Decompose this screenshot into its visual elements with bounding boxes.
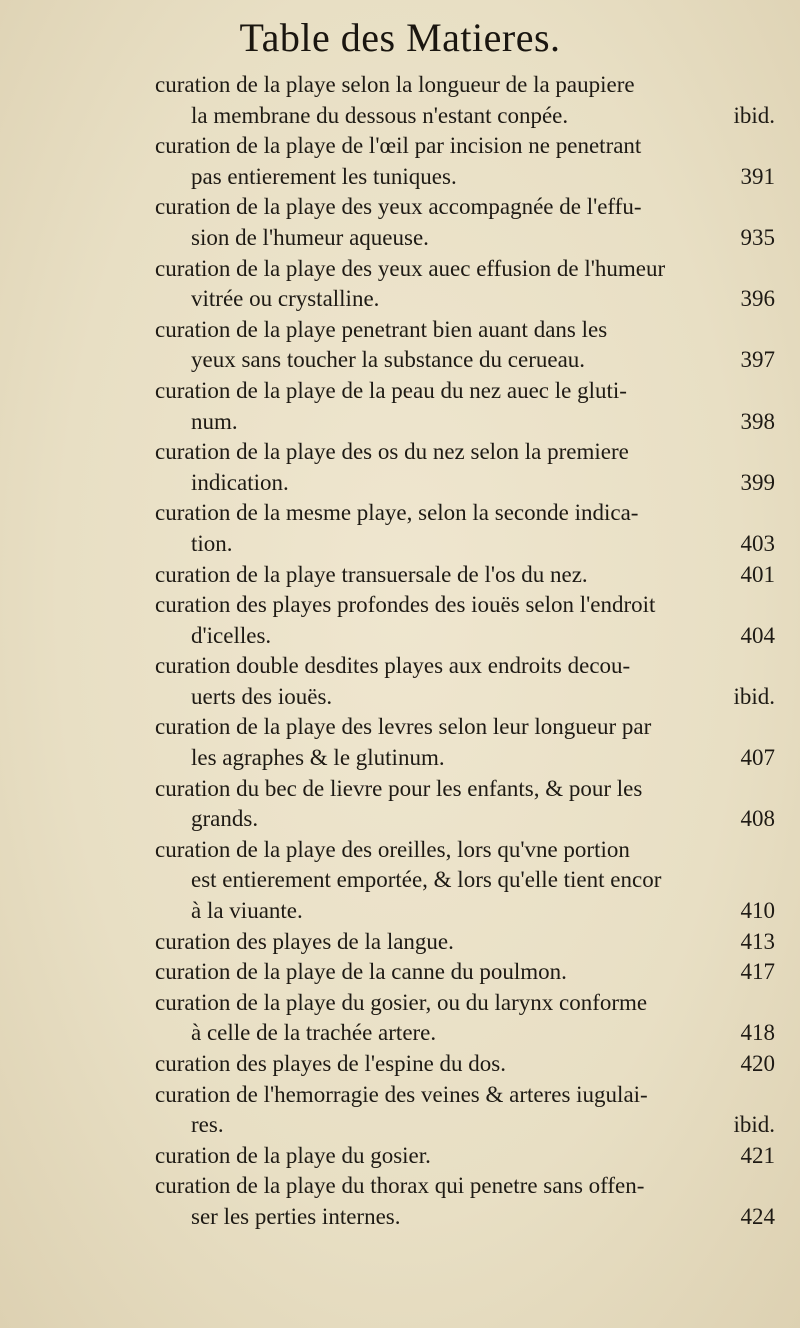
entry-first-line (155, 315, 775, 346)
entry-continuation-line (155, 804, 775, 835)
entry-page-number: 424 (740, 1203, 775, 1229)
entry-first-line (155, 651, 775, 682)
entry-text: curation des playes de l'espine du dos. (155, 1051, 506, 1076)
entry-first-line (155, 437, 775, 468)
index-entry (155, 1171, 775, 1232)
entry-text: curation de la playe des yeux auec effusion de l'humeur (155, 255, 666, 281)
entry-text: ser les perties internes. (191, 1203, 401, 1229)
entry-text: est entierement emportée, & lors qu'elle tient encor (191, 867, 662, 893)
entry-text: curation du bec de lievre pour les enfants, & pour les (155, 775, 643, 801)
entry-text: les agraphes & le glutinum. (191, 745, 445, 771)
entry-text: pas entierement les tuniques. (191, 163, 457, 189)
entry-text: d'icelles. (191, 622, 272, 648)
entry-text: à celle de la trachée artere. (191, 1020, 437, 1046)
index-entry (155, 712, 775, 773)
index-entry (155, 651, 775, 712)
entry-first-line (155, 835, 775, 866)
page-title: Table des Matieres. (239, 15, 561, 60)
index-entry (155, 835, 775, 927)
entry-page-number: 407 (740, 745, 775, 771)
index-entry (155, 192, 775, 253)
entry-text: sion de l'humeur aqueuse. (191, 224, 429, 250)
entry-text: grands. (191, 806, 259, 832)
entry-continuation-line (155, 529, 775, 560)
entry-first-line (155, 988, 775, 1019)
entry-text: uerts des iouës. (191, 683, 333, 709)
entry-text: curation de la playe des os du nez selon la premiere (155, 439, 629, 465)
entry-page-number: 403 (740, 530, 775, 556)
entry-page-number: 408 (740, 806, 775, 832)
entry-text: curation de la playe de l'œil par incision ne penetrant (155, 133, 642, 159)
entry-page-number: 418 (740, 1020, 775, 1046)
entry-first-line (155, 927, 775, 958)
entry-text: num. (191, 408, 238, 434)
entry-continuation-line (155, 682, 775, 713)
entry-text: curation des playes profondes des iouës selon l'endroit (155, 592, 656, 618)
entry-first-line (155, 1049, 775, 1080)
entry-text: curation de la playe des yeux accompagnée de l'effu- (155, 194, 642, 220)
index-entry (155, 988, 775, 1049)
entry-text: curation de la playe du thorax qui penetre sans offen- (155, 1173, 645, 1199)
entry-text: curation double desdites playes aux endroits decou- (155, 653, 631, 679)
entry-text: curation de la playe de la peau du nez auec le gluti- (155, 377, 627, 403)
index-entry (155, 437, 775, 498)
entry-text: yeux sans toucher la substance du cerueau. (191, 347, 586, 373)
index-entry (155, 131, 775, 192)
index-entry (155, 1080, 775, 1141)
entry-first-line (155, 1141, 775, 1172)
entry-page-number: 391 (740, 163, 775, 189)
entry-page-number: 413 (740, 928, 775, 954)
entry-continuation-line (155, 1018, 775, 1049)
entry-continuation-line (155, 896, 775, 927)
entry-page-number: ibid. (733, 102, 775, 128)
entry-text: curation de la playe de la canne du poulmon. (155, 959, 567, 985)
entry-first-line (155, 560, 775, 591)
entry-text: curation de la playe selon la longueur de la paupiere (155, 72, 635, 97)
index-entry (155, 957, 775, 988)
entry-text: à la viuante. (191, 898, 303, 924)
entry-continuation-line (155, 101, 775, 132)
entry-continuation-line (155, 1202, 775, 1233)
entry-first-line (155, 957, 775, 988)
index-entry (155, 70, 775, 131)
entry-page-number: 404 (740, 622, 775, 648)
index-entry (155, 376, 775, 437)
entry-first-line (155, 192, 775, 223)
entry-page-number: 421 (740, 1142, 775, 1168)
entry-text: curation de la playe transuersale de l'os du nez. (155, 561, 588, 587)
entry-page-number: 399 (740, 469, 775, 495)
index-entry (155, 590, 775, 651)
entry-continuation-line (155, 162, 775, 193)
entry-text: indication. (191, 469, 289, 495)
entry-text: la membrane du dessous n'estant conpée. (191, 102, 569, 128)
entry-continuation-line (155, 743, 775, 774)
entry-first-line (155, 376, 775, 407)
entry-first-line (155, 774, 775, 805)
entry-first-line (155, 254, 775, 285)
entry-continuation-line (155, 865, 775, 896)
index-entries (155, 70, 775, 1233)
entry-text: curation de la playe des oreilles, lors qu'vne portion (155, 836, 630, 862)
entry-text: vitrée ou crystalline. (191, 286, 380, 312)
entry-text: curation de la playe du gosier, ou du larynx conforme (155, 989, 648, 1015)
entry-text: curation des playes de la langue. (155, 928, 454, 954)
entry-text: curation de la playe des levres selon leur longueur par (155, 714, 652, 740)
entry-continuation-line (155, 407, 775, 438)
entry-text: curation de la playe du gosier. (155, 1142, 431, 1168)
entry-page-number: 401 (740, 561, 775, 587)
entry-page-number: 935 (740, 224, 775, 250)
entry-continuation-line (155, 1110, 775, 1141)
index-entry (155, 315, 775, 376)
index-entry (155, 1049, 775, 1080)
entry-continuation-line (155, 468, 775, 499)
entry-page-number: 410 (740, 898, 775, 924)
entry-first-line (155, 1080, 775, 1111)
index-entry (155, 498, 775, 559)
entry-page-number: 396 (740, 286, 775, 312)
index-entry (155, 927, 775, 958)
entry-page-number: 397 (740, 347, 775, 373)
entry-first-line (155, 131, 775, 162)
entry-text: res. (191, 1112, 224, 1138)
entry-first-line (155, 590, 775, 621)
entry-page-number: 417 (740, 959, 775, 985)
entry-continuation-line (155, 621, 775, 652)
entry-text: curation de l'hemorragie des veines & arteres iugulai- (155, 1081, 648, 1107)
entry-first-line (155, 1171, 775, 1202)
index-entry (155, 254, 775, 315)
entry-page-number: 398 (740, 408, 775, 434)
index-entry (155, 1141, 775, 1172)
entry-text: curation de la playe penetrant bien auant dans les (155, 316, 608, 342)
entry-first-line (155, 712, 775, 743)
entry-page-number: ibid. (733, 683, 775, 709)
entry-page-number: ibid. (733, 1112, 775, 1138)
entry-continuation-line (155, 284, 775, 315)
entry-text: tion. (191, 530, 233, 556)
entry-continuation-line (155, 345, 775, 376)
entry-page-number: 420 (740, 1051, 775, 1076)
entry-continuation-line (155, 223, 775, 254)
entry-first-line (155, 498, 775, 529)
entry-text: curation de la mesme playe, selon la seconde indica- (155, 500, 639, 526)
entry-first-line (155, 70, 775, 101)
index-entry (155, 560, 775, 591)
index-entry (155, 774, 775, 835)
